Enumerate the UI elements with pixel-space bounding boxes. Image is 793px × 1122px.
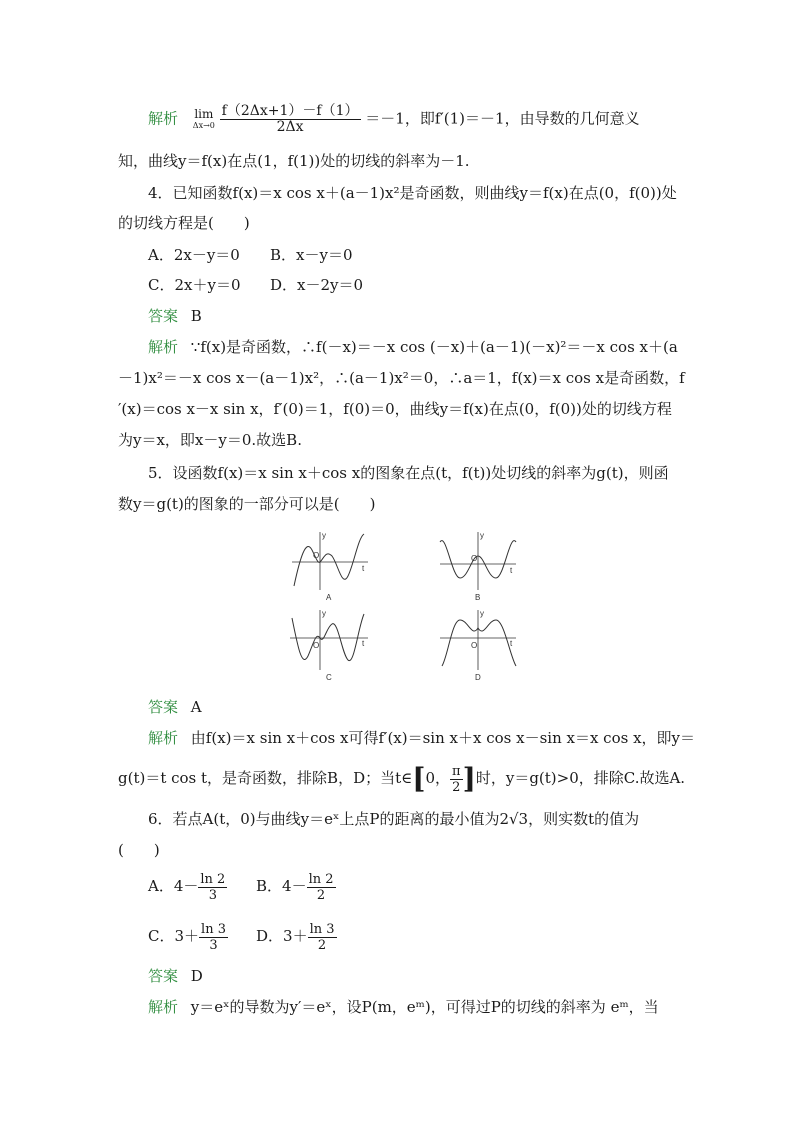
fraction-denominator: 2: [452, 779, 461, 795]
option-prefix: D．3＋: [256, 927, 308, 945]
q4-stem-line1: 4．已知函数f(x)＝x cos x＋(a－1)x²是奇函数，则曲线y＝f(x)在点(0，f(0))处: [148, 184, 677, 202]
left-bracket: [: [412, 762, 426, 795]
graph-b-label: B: [475, 593, 481, 602]
fraction-numerator: ln 2: [308, 871, 334, 887]
q3-solution-text: ＝－1，即f′(1)＝－1，由导数的几何意义: [365, 109, 640, 128]
q6-option-c: [148, 918, 228, 954]
option-prefix: C．3＋: [148, 927, 200, 945]
pi-over-2-fraction: [450, 764, 463, 795]
q6-solution-text1: y＝eˣ的导数为y′＝eˣ，设P(m，eᵐ)，可得过P的切线的斜率为 eᵐ，当: [190, 998, 659, 1016]
q6-stem-line1: 6．若点A(t，0)与曲线y＝eˣ上点P的距离的最小值为2√3，则实数t的值为: [148, 810, 640, 828]
q4-solution-line3: ′(x)＝cos x－x sin x，f′(0)＝1，f(0)＝0，曲线y＝f(x)在点(0，f(0))处的切线方程: [118, 400, 672, 418]
solution-label: 解析: [148, 109, 179, 128]
graph-c-label: C: [326, 673, 332, 682]
option-fraction: [199, 922, 228, 953]
q6-answer: [148, 965, 203, 987]
answer-label: 答案: [148, 307, 179, 325]
graph-d-t-label: t: [510, 639, 513, 648]
q4-option-b: B．x－y＝0: [270, 246, 353, 264]
graph-a: [292, 531, 368, 602]
graph-b-origin: O: [471, 554, 478, 563]
graph-c-origin: O: [313, 641, 320, 650]
fraction-denominator: 2Δx: [276, 119, 304, 135]
answer-label: 答案: [148, 967, 179, 985]
q4-answer: [148, 305, 202, 327]
solution-label: 解析: [148, 998, 179, 1016]
q4-option-c: C．2x＋y＝0: [148, 276, 241, 294]
option-prefix: B．4－: [256, 877, 307, 895]
q4-option-a: A．2x－y＝0: [148, 246, 240, 264]
graph-d-y-label: y: [480, 609, 484, 618]
q6-option-d: [256, 918, 337, 954]
q6-solution-line1: [148, 996, 659, 1018]
fraction-denominator: 2: [316, 887, 326, 903]
graph-a-t-label: t: [362, 564, 365, 573]
graph-c: [290, 609, 368, 682]
graph-b-y-label: y: [480, 531, 484, 540]
right-bracket: ]: [462, 762, 476, 795]
graph-d: [440, 609, 516, 682]
q4-stem-line2: 的切线方程是( ): [118, 214, 250, 232]
q5-solution-line1: [148, 727, 695, 749]
fraction-numerator: f（2Δx+1）－f（1）: [221, 103, 359, 119]
interval-start: 0，: [425, 769, 451, 787]
q5-stem-line2: 数y＝g(t)的图象的一部分可以是( ): [118, 495, 376, 513]
solution-label: 解析: [148, 338, 179, 356]
graph-options-svg: [280, 528, 530, 688]
graph-a-origin: O: [313, 551, 320, 560]
option-fraction: [198, 872, 227, 903]
q5-stem-line1: 5．设函数f(x)＝x sin x＋cos x的图象在点(t，f(t))处切线的斜率为g(t)，则函: [148, 464, 669, 482]
q4-option-d: D．x－2y＝0: [270, 276, 364, 294]
q4-solution-line1: [148, 336, 678, 358]
answer-value: B: [190, 307, 202, 325]
limit-fraction: [220, 104, 361, 135]
answer-value: D: [190, 967, 203, 985]
q5-solution-text1: 由f(x)＝x sin x＋cos x可得f′(x)＝sin x＋x cos x－sin x＝x cos x，即y＝: [190, 729, 696, 747]
solution-label: 解析: [148, 729, 179, 747]
q6-option-b: [256, 868, 336, 904]
fraction-numerator: π: [452, 763, 461, 779]
fraction-numerator: ln 3: [309, 921, 335, 937]
graph-c-y-label: y: [322, 609, 326, 618]
q5-solution-text2c: 时，y＝g(t)>0，排除C.故选A.: [475, 769, 686, 787]
q3-solution-line1: [148, 104, 640, 135]
answer-value: A: [190, 698, 202, 716]
graph-c-t-label: t: [362, 639, 365, 648]
lim-subscript: Δx→0: [192, 120, 215, 130]
q6-stem-line2: ( ): [118, 841, 160, 859]
graph-d-label: D: [475, 673, 481, 682]
fraction-numerator: ln 2: [200, 871, 226, 887]
option-fraction: [307, 872, 336, 903]
q4-solution-line4: 为y＝x，即x－y＝0.故选B.: [118, 431, 302, 449]
q3-solution-line2: 知，曲线y＝f(x)在点(1，f(1))处的切线的斜率为－1.: [118, 152, 470, 170]
q5-solution-line2: [118, 760, 685, 797]
fraction-denominator: 3: [209, 937, 218, 953]
limit-operator: [193, 108, 215, 132]
q5-solution-text2a: g(t)＝t cos t，是奇函数，排除B，D；当t∈: [118, 769, 413, 787]
q6-option-a: [148, 868, 227, 904]
fraction-denominator: 3: [208, 887, 217, 903]
answer-label: 答案: [148, 698, 179, 716]
graph-a-label: A: [326, 593, 332, 602]
lim-text: lim: [194, 106, 214, 121]
q4-solution-line2: －1)x²＝－x cos x－(a－1)x²，∴(a－1)x²＝0，∴a＝1，f(x)＝x cos x是奇函数，f: [118, 369, 685, 387]
q4-solution-text1: ∵f(x)是奇函数，∴f(－x)＝－x cos (－x)＋(a－1)(－x)²＝－x cos x＋(a: [190, 338, 678, 356]
graph-b: [440, 531, 516, 602]
fraction-numerator: ln 3: [201, 921, 226, 937]
fraction-denominator: 2: [317, 937, 327, 953]
option-fraction: [308, 922, 337, 953]
graph-a-y-label: y: [322, 531, 326, 540]
q5-answer: [148, 696, 202, 718]
graph-b-t-label: t: [510, 566, 513, 575]
option-prefix: A．4－: [148, 877, 199, 895]
graph-d-origin: O: [471, 641, 478, 650]
q5-graph-options: [280, 528, 530, 688]
